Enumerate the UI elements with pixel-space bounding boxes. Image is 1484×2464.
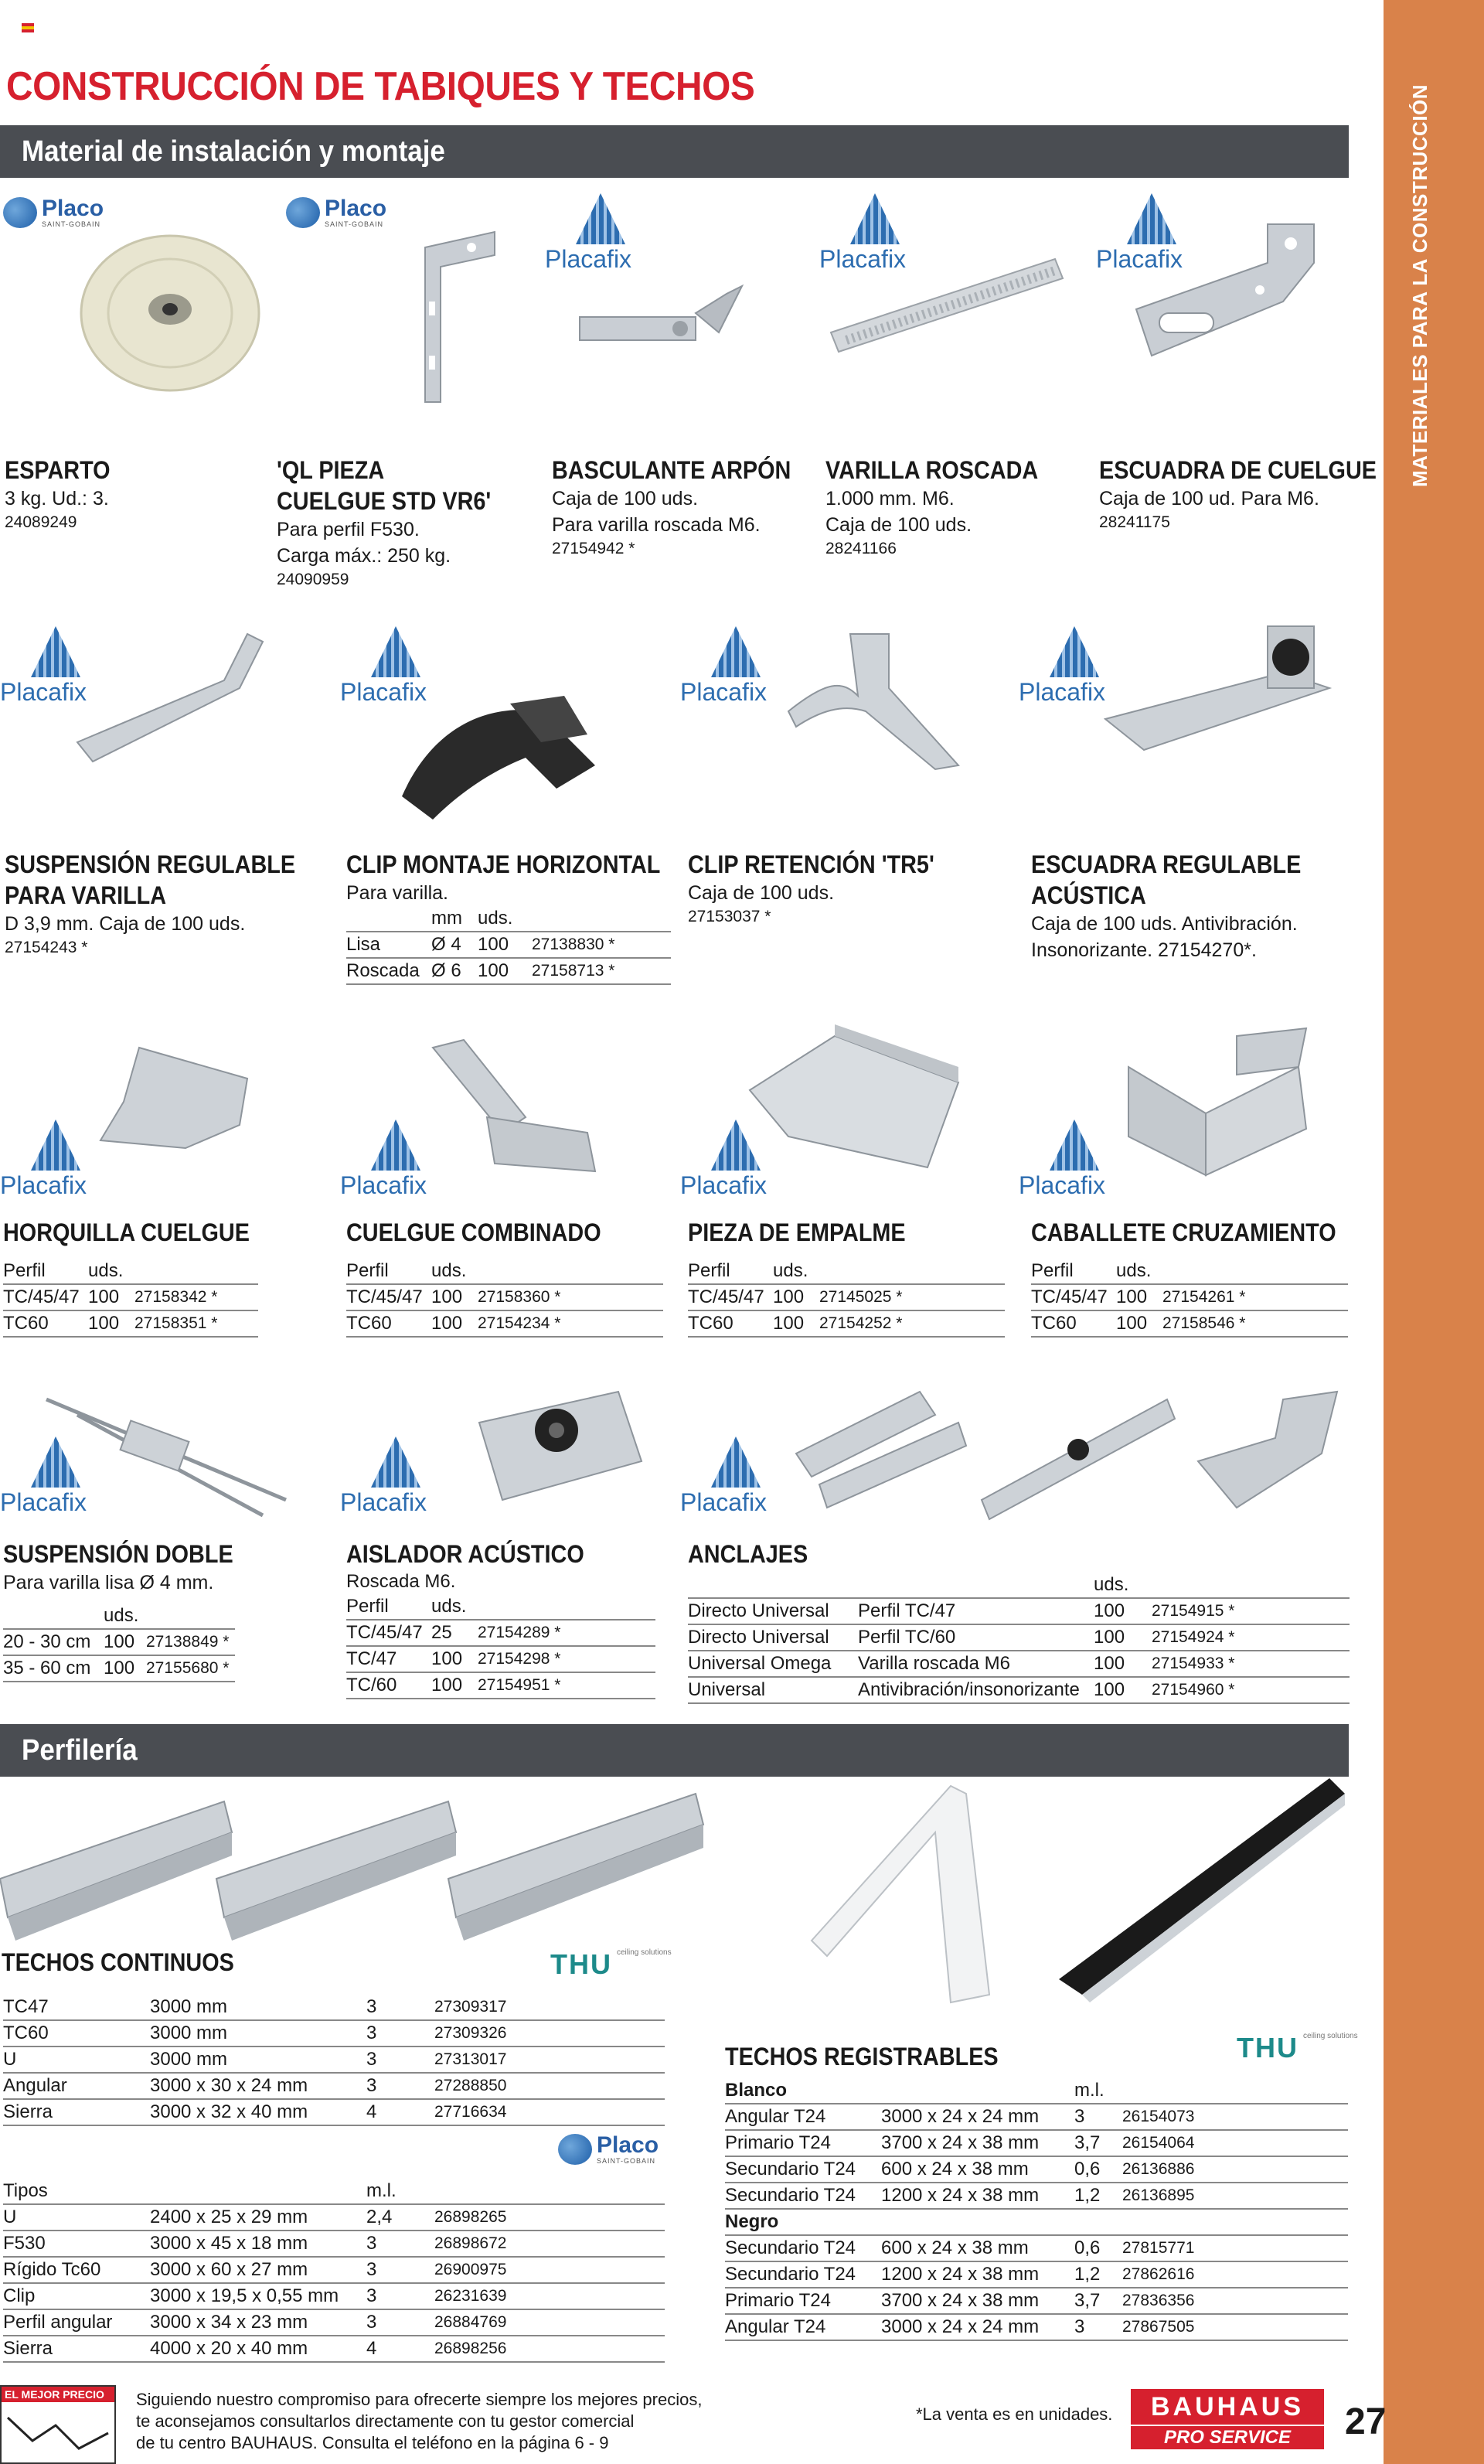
thu-logo: THU ceiling solutions (550, 1948, 672, 1980)
product-aislador: AISLADOR ACÚSTICO Roscada M6. Perfil uds. TC/45/47 25 27154289 * TC/47 100 27154298 * TC/60 100 27154951 * (346, 1539, 655, 1699)
placafix-logo: Placafix (680, 1436, 796, 1522)
placafix-logo: Placafix (340, 1120, 456, 1205)
product-cuelgue-combinado: CUELGUE COMBINADO Perfil uds. TC/45/47 100 27158360 * TC60 100 27154234 * (346, 1217, 663, 1338)
product-varilla: VARILLA ROSCADA 1.000 mm. M6. Caja de 100 uds. 28241166 (825, 456, 1039, 557)
product-ql-pieza: 'QL PIEZA CUELGUE STD VR6' Para perfil F530. Carga máx.: 250 kg. 24090959 (277, 456, 492, 588)
escuadra-cuelgue-image (1128, 216, 1337, 363)
product-anclajes: ANCLAJES uds. Directo Universal Perfil TC/47 100 27154915 * Directo Universal Perfil TC/60 100 27154924 * Universal Omega Varilla roscada M6 100 27154933 * Universal Antivibración/insonorizante 100 27154960 * (688, 1539, 1350, 1704)
bauhaus-logo: BAUHAUS PRO SERVICE (1131, 2389, 1324, 2449)
side-label: MATERIALES PARA LA CONSTRUCCIÓN (1408, 83, 1431, 487)
product-suspension-doble: SUSPENSIÓN DOBLE Para varilla lisa Ø 4 mm. uds. 20 - 30 cm 100 27138849 * 35 - 60 cm 100 27155680 * (3, 1539, 235, 1682)
section-header-instalacion: Material de instalación y montaje (0, 125, 1349, 178)
suspension-doble-image (31, 1384, 294, 1523)
placafix-logo: Placafix (1096, 193, 1212, 278)
ql-pieza-image (410, 224, 510, 410)
placo-logo: Placo SAINT-GOBAIN (558, 2134, 659, 2165)
product-clip-montaje: CLIP MONTAJE HORIZONTAL Para varilla. mm uds. Lisa Ø 4 100 27138830 * Roscada Ø 6 100 27158713 * (346, 849, 696, 985)
side-band (1384, 0, 1484, 2464)
clip-montaje-image (386, 680, 618, 827)
placo-logo: Placo SAINT-GOBAIN (286, 197, 386, 228)
placo-perfiles-table: Tipos m.l. U 2400 x 25 x 29 mm 2,4 26898265 F530 3000 x 45 x 18 mm 3 26898672 Rígido Tc60 3000 x 60 x 27 mm 3 26900975 Clip 3000 x 19,5 x 0,55 mm 3 26231639 Perfil angular 3000 x 34 x 23 mm 3 26884769 Sierra 4000 x 20 x 40 mm 4 26898256 (3, 2179, 665, 2363)
perfiles-image (0, 1786, 781, 1941)
product-pieza-empalme: PIEZA DE EMPALME Perfil uds. TC/45/47 100 27145025 * TC60 100 27154252 * (688, 1217, 1005, 1338)
product-clip-retencion: CLIP RETENCIÓN 'TR5' Caja de 100 uds. 27153037 * (688, 850, 934, 925)
page-title: CONSTRUCCIÓN DE TABIQUES Y TECHOS (6, 64, 755, 109)
escuadra-regulable-image (1098, 619, 1345, 765)
placafix-logo: Placafix (340, 1436, 456, 1522)
clip-retencion-image (781, 619, 966, 773)
footer-note: *La venta es en unidades. (916, 2404, 1113, 2424)
product-suspension-regulable: SUSPENSIÓN REGULABLE PARA VARILLA D 3,9 mm. Caja de 100 uds. 27154243 * (5, 850, 296, 956)
caballete-image (1113, 1021, 1322, 1183)
price-chart-icon (2, 2402, 114, 2461)
horquilla-image (93, 1032, 263, 1171)
techos-continuos-title: TECHOS CONTINUOS (2, 1948, 234, 1976)
page-number: 27 (1345, 2401, 1387, 2442)
anclajes-image (781, 1368, 1345, 1523)
placafix-logo: Placafix (0, 626, 116, 711)
pieza-empalme-image (742, 1021, 974, 1175)
placo-logo: Placo SAINT-GOBAIN (3, 197, 104, 228)
placafix-logo: Placafix (1019, 626, 1135, 711)
placafix-logo: Placafix (680, 1120, 796, 1205)
angular-profile-image (796, 1778, 1036, 2010)
cuelgue-combinado-image (417, 1032, 618, 1187)
suspension-regulable-image (70, 626, 278, 773)
product-basculante: BASCULANTE ARPÓN Caja de 100 uds. Para varilla roscada M6. 27154942 * (552, 456, 791, 557)
placafix-logo: Placafix (819, 193, 935, 278)
placafix-logo: Placafix (340, 626, 456, 711)
basculante-image (572, 271, 750, 363)
product-caballete: CABALLETE CRUZAMIENTO Perfil uds. TC/45/47 100 27154261 * TC60 100 27158546 * (1031, 1217, 1348, 1338)
techos-registrables-title: TECHOS REGISTRABLES (725, 2043, 999, 2070)
product-horquilla: HORQUILLA CUELGUE Perfil uds. TC/45/47 100 27158342 * TC60 100 27158351 * (3, 1217, 258, 1338)
thu-logo: THU ceiling solutions (1237, 2032, 1358, 2064)
aislador-image (464, 1376, 649, 1515)
section-header-perfileria: Perfilería (0, 1724, 1349, 1777)
footer-notice: Siguiendo nuestro compromiso para ofrecerte siempre los mejores precios, te aconsejamos consultarlos directamente con tu gestor comercial de tu centro BAUHAUS. Consulta el teléfono en la página 6 - 9 (136, 2390, 703, 2452)
esparto-image (77, 232, 263, 394)
placafix-logo: Placafix (680, 626, 796, 711)
t24-profile-image (1051, 1770, 1353, 2002)
placafix-logo: Placafix (0, 1436, 116, 1522)
techos-continuos-table: TC47 3000 mm 3 27309317 TC60 3000 mm 3 27309326 U 3000 mm 3 27313017 Angular 3000 x 30 x 24 mm 3 27288850 Sierra 3000 x 32 x 40 mm 4 27716634 (3, 1995, 665, 2126)
placafix-logo: Placafix (0, 1120, 116, 1205)
techos-registrables-table: Blanco m.l. Angular T24 3000 x 24 x 24 mm 3 26154073 Primario T24 3700 x 24 x 38 mm 3,7 26154064 Secundario T24 600 x 24 x 38 mm 0,6 26136886 Secundario T24 1200 x 24 x 38 mm 1,2 26136895 Negro Secundario T24 600 x 24 x 38 mm 0,6 27815771 Secundario T24 1200 x 24 x 38 mm 1,2 27862616 Primario T24 3700 x 24 x 38 mm 3,7 27836356 Angular T24 3000 x 24 x 24 mm 3 27867505 (725, 2078, 1348, 2341)
product-esparto: ESPARTO 3 kg. Ud.: 3. 24089249 (5, 456, 111, 531)
product-escuadra-regulable: ESCUADRA REGULABLE ACÚSTICA Caja de 100 uds. Antivibración. Insonorizante. 27154270*. (1031, 850, 1302, 961)
placafix-logo: Placafix (545, 193, 661, 278)
product-escuadra-cuelgue: ESCUADRA DE CUELGUE Caja de 100 ud. Para M6. 28241175 (1099, 456, 1377, 531)
varilla-image (823, 247, 1070, 356)
placafix-logo: Placafix (1019, 1120, 1135, 1205)
best-price-badge: EL MEJOR PRECIO (0, 2385, 116, 2464)
flag-icon (22, 23, 34, 32)
